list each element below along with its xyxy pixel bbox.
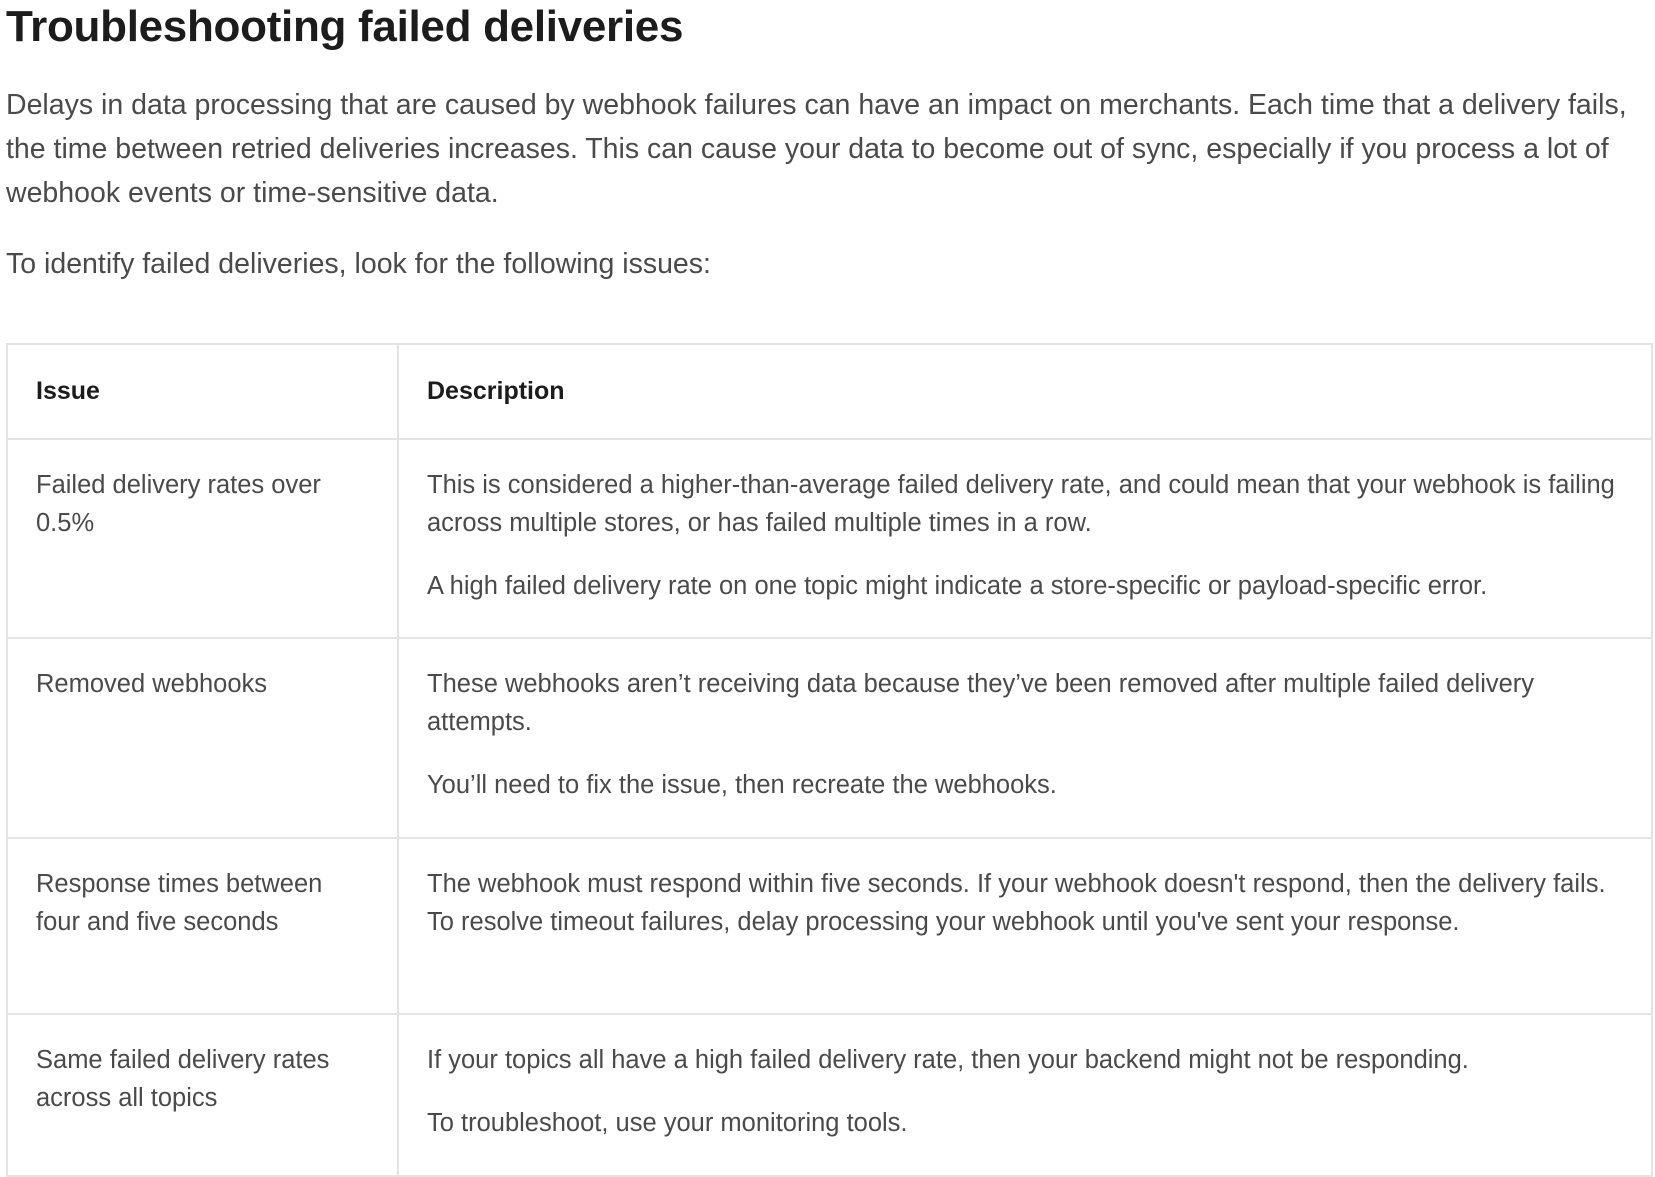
- table-row: [7, 1014, 1652, 1176]
- lead-paragraph: To identify failed deliveries, look for the following issues:: [6, 248, 711, 280]
- table-row: [7, 439, 1652, 638]
- description-paragraph: If your topics all have a high failed delivery rate, then your backend might not be responding.: [427, 1046, 1469, 1074]
- description-paragraph: You’ll need to fix the issue, then recreate the webhooks.: [427, 771, 1057, 799]
- table-row: [7, 638, 1652, 838]
- description-paragraph: This is considered a higher-than-average failed delivery rate, and could mean that your webhook is failing across multiple stores, or has failed multiple times in a row.: [427, 471, 1615, 537]
- description-cell: [398, 838, 1652, 1014]
- issue-cell: Removed webhooks: [7, 638, 398, 838]
- issue-cell: Failed delivery rates over 0.5%: [7, 439, 398, 638]
- page-title: Troubleshooting failed deliveries: [6, 2, 684, 51]
- description-paragraph: The webhook must respond within five seconds. If your webhook doesn't respond, then the delivery fails. To resolve timeout failures, delay processing your webhook until you've sent your response.: [427, 870, 1606, 936]
- description-paragraph: These webhooks aren’t receiving data because they’ve been removed after multiple failed delivery attempts.: [427, 670, 1535, 736]
- issues-table: [6, 343, 1653, 1177]
- column-header-issue: Issue: [7, 344, 398, 439]
- table-header-row: [7, 344, 1652, 439]
- description-cell: [398, 638, 1652, 838]
- description-cell: [398, 439, 1652, 638]
- description-paragraph: A high failed delivery rate on one topic might indicate a store-specific or payload-specific error.: [427, 572, 1488, 600]
- intro-paragraph: Delays in data processing that are caused by webhook failures can have an impact on merchants. Each time that a delivery fails, the time between retried deliveries increases. This can cause your data to become out of sync, especially if you process a lot of webhook events or time-sensitive data.: [6, 89, 1627, 209]
- issue-cell: Same failed delivery rates across all topics: [7, 1014, 398, 1176]
- table-row: [7, 838, 1652, 1014]
- description-cell: [398, 1014, 1652, 1176]
- description-paragraph: To troubleshoot, use your monitoring tools.: [427, 1109, 908, 1137]
- column-header-description: Description: [398, 344, 1652, 439]
- issue-cell: Response times between four and five seconds: [7, 838, 398, 1014]
